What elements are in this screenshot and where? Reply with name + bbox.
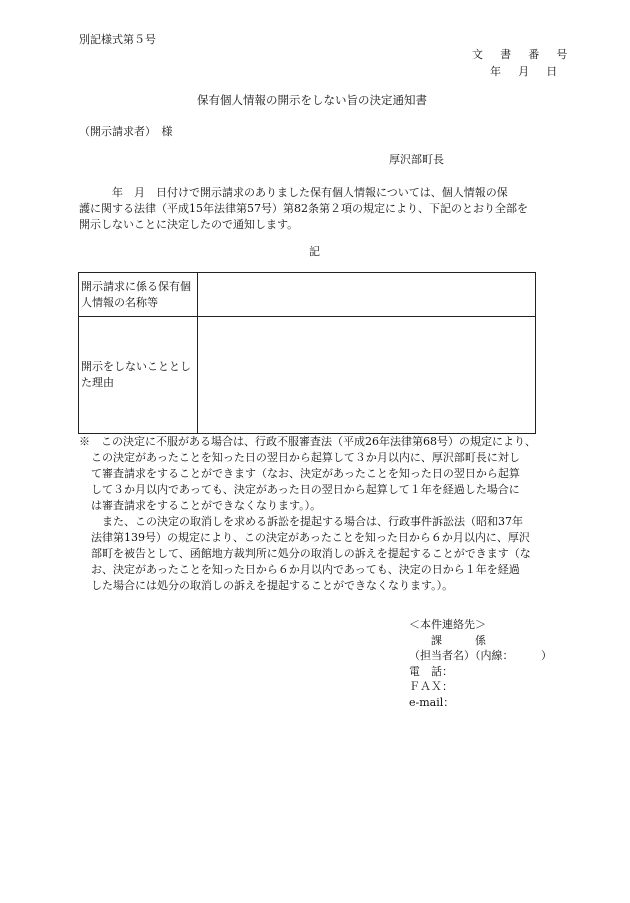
label-line: 開示をしないこととし (81, 360, 191, 373)
addressee: （開示請求者） 様 (79, 125, 173, 138)
issuer: 厚沢部町長 (389, 153, 444, 166)
body-line: 開示しないことに決定したので通知します。 (79, 218, 299, 231)
note-line: ※ この決定に不服がある場合は、行政不服審査法（平成26年法律第68号）の規定により、 (79, 435, 536, 448)
form-number: 別記様式第５号 (79, 33, 156, 46)
body-line: 護に関する法律（平成15年法律第57号）第82条第２項の規定により、下記のとおり全部を (79, 202, 528, 215)
contact-section: 課 係 (409, 633, 486, 647)
note-line: て審査請求をすることができます（なお、決定があったことを知った日の翌日から起算 (91, 467, 520, 480)
contact-phone: 電 話： (409, 664, 453, 678)
note-line: は審査請求をすることができなくなります。）。 (91, 499, 322, 512)
label-line: 開示請求に係る保有個 (81, 279, 191, 293)
note-line: した場合には処分の取消しの訴えを提起することができなくなります。）。 (91, 579, 454, 592)
document-title: 保有個人情報の開示をしない旨の決定通知書 (197, 93, 427, 107)
note-line: して３か月以内であっても、決定があった日の翌日から起算して１年を経過した場合に (91, 483, 520, 496)
table-label-cell (79, 273, 198, 317)
table-row (79, 273, 536, 317)
contact-heading: ＜本件連絡先＞ (409, 618, 486, 631)
notes-section (79, 434, 554, 594)
table-label-cell (79, 317, 198, 434)
contact-person: （担当者名）（内線： ） (409, 649, 552, 662)
document-number-label: 文 書 番 号 (472, 48, 575, 61)
date-line: 年 月 日 (490, 65, 565, 78)
label-line: 人情報の名称等 (81, 295, 158, 309)
decision-table (78, 272, 536, 434)
note-line: この決定があったことを知った日の翌日から起算して３か月以内に、厚沢部町長に対し (91, 451, 520, 464)
body-line: 年 月 日付けで開示請求のありました保有個人情報については、個人情報の保 (79, 186, 508, 199)
contact-email: e-mail： (409, 695, 455, 709)
note-line: 法律第139号）の規定により、この決定があったことを知った日から６か月以内に、厚沢 (91, 531, 530, 544)
info-name-value-cell[interactable] (198, 273, 536, 317)
reason-value-cell[interactable] (198, 317, 536, 434)
body-paragraph (79, 185, 554, 233)
note-line: お、決定があったことを知った日から６か月以内であっても、決定の日から１年を経過 (91, 563, 520, 576)
ki-heading: 記 (309, 245, 320, 258)
table-row (79, 317, 536, 434)
label-line: た理由 (81, 376, 114, 389)
contact-fax: ＦＡＸ： (409, 680, 453, 693)
note-line: 部町を被告として、函館地方裁判所に処分の取消しの訴えを提起することができます（な (91, 547, 531, 560)
contact-block (409, 617, 552, 710)
note-line: また、この決定の取消しを求める訴訟を提起する場合は、行政事件訴訟法（昭和37年 (91, 515, 523, 528)
